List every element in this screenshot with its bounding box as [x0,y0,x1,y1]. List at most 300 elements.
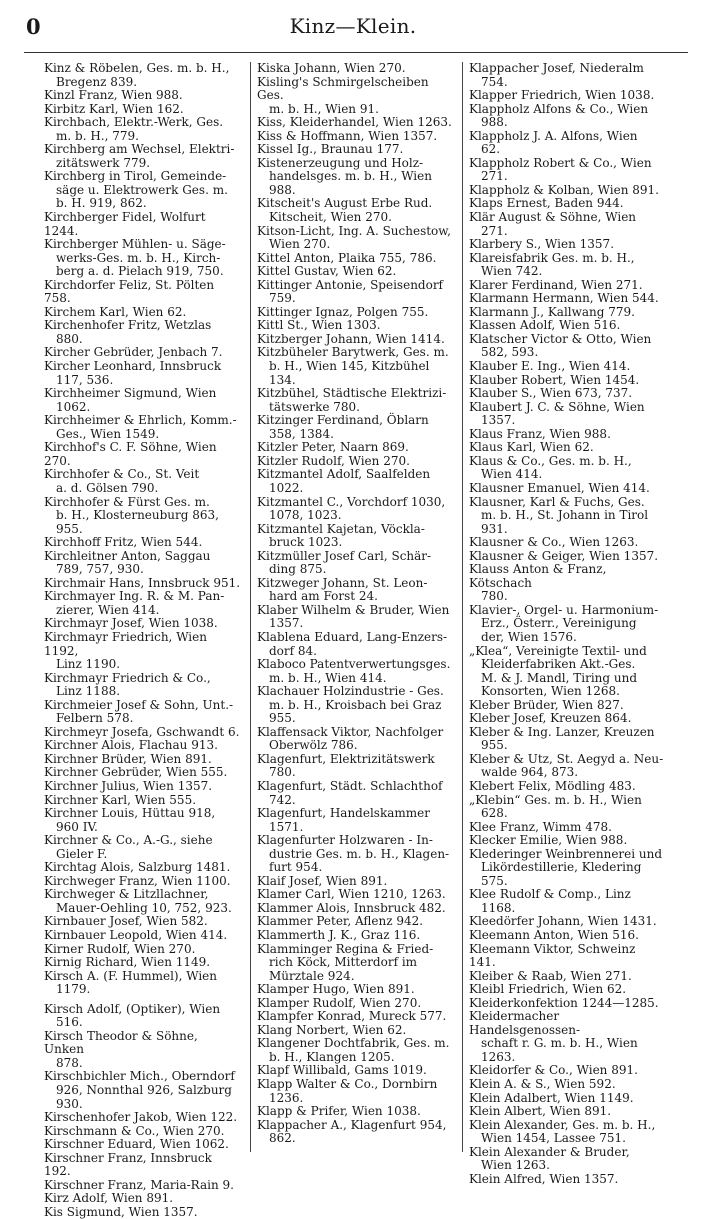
entry-line: Klausner & Geiger, Wien 1357. [469,548,659,563]
entry-line: Kinzl Franz, Wien 988. [44,88,183,103]
entry-continuation: 1078, 1023. [269,508,342,523]
entry-continuation: 930. [56,1096,83,1111]
directory-entry [44,726,241,740]
entry-continuation: schaft r. G. m. b. H., Wien [481,1036,638,1051]
entry-line: Kirschner Eduard, Wien 1062. [44,1137,229,1152]
directory-entry [44,699,241,726]
entry-line: Kirchmayr Friedrich, Wien 1192, [44,629,207,658]
entry-line: Kirchmayer Ing. R. & M. Pan- [44,589,225,604]
entry-line: Kirchner Alois, Flachau 913. [44,738,218,753]
entry-line: „Klebin“ Ges. m. b. H., Wien [469,792,642,807]
entry-continuation: Wien 742. [481,264,543,279]
entry-line: Kirchdorfer Feliz, St. Pölten 758. [44,277,215,306]
entry-line: Klaus Franz, Wien 988. [469,426,611,441]
directory-entry [257,1037,453,1064]
directory-entry [469,252,665,279]
directory-entry [44,888,241,915]
entry-line: Klammerth J. K., Graz 116. [257,928,421,942]
entry-continuation: 988. [481,115,508,130]
entry-continuation: 955. [56,521,83,536]
directory-column-2 [250,62,457,1152]
directory-entry [257,306,453,320]
entry-continuation: a. d. Gölsen 790. [56,480,159,495]
directory-entry [257,197,453,224]
directory-entry [469,1173,665,1187]
directory-entry [469,157,665,184]
entry-line: Kinz & Röbelen, Ges. m. b. H., [44,61,230,75]
entry-line: Kleidermacher Handelsgenossen- [469,1009,581,1037]
entry-continuation: b. H. 919, 862. [56,196,147,211]
entry-continuation: 575. [481,873,508,888]
directory-entry [44,631,241,672]
directory-entry [44,319,241,346]
entry-line: Klammer Alois, Innsbruck 482. [257,900,446,915]
entry-line: Klappholz & Kolban, Wien 891. [469,182,659,197]
directory-entry [469,306,665,320]
entry-line: Kitzweger Johann, St. Leon- [257,575,428,590]
entry-line: Kirchhof's C. F. Söhne, Wien 270. [44,440,217,468]
entry-line: Kleiber & Raab, Wien 271. [469,968,632,983]
entry-line: Kirsch A. (F. Hummel), Wien [44,968,218,983]
directory-entry [469,292,665,306]
entry-continuation: m. b. H., Wien 91. [269,101,379,116]
directory-entry [44,780,241,794]
entry-continuation: b. H., Klangen 1205. [269,1049,395,1064]
entry-line: Kirschbichler Mich., Oberndorf [44,1069,235,1084]
entry-line: Klarer Ferdinand, Wien 271. [469,277,643,292]
directory-entry [257,116,453,130]
directory-entry [44,1125,241,1139]
entry-continuation: Kitscheit, Wien 270. [269,210,392,225]
entry-continuation: Likördestillerie, Kledering [481,860,642,875]
entry-line: Klamper Rudolf, Wien 270. [257,995,422,1010]
directory-entry [469,943,665,970]
entry-continuation: ding 875. [269,562,327,577]
entry-line: Klein Alfred, Wien 1357. [469,1171,619,1186]
entry-continuation: 862. [269,1131,296,1146]
entry-line: Klaps Ernest, Baden 944. [469,196,624,211]
entry-continuation: Wien 414. [481,467,543,482]
directory-entry [257,550,453,577]
entry-line: Kirbitz Karl, Wien 162. [44,101,184,116]
entry-line: Klaubert J. C. & Söhne, Wien [469,399,645,414]
directory-entry [257,1078,453,1105]
entry-line: „Klea“, Vereinigte Textil- und [469,643,647,658]
directory-entry [257,1024,453,1038]
directory-entry [257,279,453,306]
entry-line: Klauber S., Wien 673, 737. [469,386,633,401]
directory-entry [44,753,241,767]
entry-line: Kirchberger Fidel, Wolfurt 1244. [44,210,206,238]
entry-line: Klapp Walter & Co., Dornbirn [257,1077,438,1092]
entry-line: Kirchtag Alois, Salzburg 1481. [44,860,231,875]
entry-continuation: m. b. H., Kroisbach bei Graz [269,697,442,712]
entry-continuation: 1179. [56,982,91,997]
directory-entry [469,794,665,821]
directory-entry [44,414,241,441]
entry-line: Kitzmantel C., Vorchdorf 1030, [257,494,446,509]
entry-continuation: dorf 84. [269,643,317,658]
entry-continuation: m. b. H., St. Johann in Tirol [481,508,649,523]
entry-line: Kirz Adolf, Wien 891. [44,1191,174,1206]
directory-columns [38,61,670,1219]
directory-entry [469,821,665,835]
directory-entry [469,360,665,374]
entry-continuation: Oberwölz 786. [269,738,358,753]
directory-entry [469,319,665,333]
directory-entry [44,387,241,414]
entry-line: Klausner, Karl & Fuchs, Ges. [469,494,645,509]
directory-entry [469,834,665,848]
entry-continuation: 780. [269,765,296,780]
entry-line: Kleber Brüder, Wien 827. [469,697,624,712]
directory-entry [257,902,453,916]
directory-entry [469,482,665,496]
directory-entry [44,1138,241,1152]
directory-entry [469,130,665,157]
entry-line: Kittel Gustav, Wien 62. [257,264,397,279]
entry-continuation: Kleiderfabriken Akt.-Ges. [481,657,636,672]
directory-entry [257,1064,453,1078]
entry-continuation: 955. [269,711,296,726]
entry-line: Kiss & Hoffmann, Wien 1357. [257,128,438,143]
directory-entry [257,780,453,807]
directory-entry [469,1092,665,1106]
entry-line: Klebert Felix, Mödling 483. [469,778,636,793]
directory-entry [257,631,453,658]
entry-line: Kirchmeier Josef & Sohn, Unt.- [44,697,234,712]
entry-line: Klederinger Weinbrennerei und [469,846,663,861]
entry-continuation: 759. [269,291,296,306]
directory-entry [469,753,665,780]
entry-line: Kleber & Utz, St. Aegyd a. Neu- [469,751,664,766]
entry-continuation: Wien 1263. [481,1158,550,1173]
entry-line: Klecker Emilie, Wien 988. [469,833,628,848]
entry-continuation: werks-Ges. m. b. H., Kirch- [56,250,221,265]
entry-line: Kirnig Richard, Wien 1149. [44,955,211,970]
entry-continuation: berg a. d. Pielach 919, 750. [56,264,224,279]
directory-entry [469,848,665,889]
entry-line: Kirchleitner Anton, Saggau [44,548,211,563]
entry-line: Klagenfurt, Elektrizitätswerk [257,751,435,766]
directory-entry [257,76,453,117]
directory-entry [44,807,241,834]
entry-line: Klatscher Victor & Otto, Wien [469,331,652,346]
entry-line: Kirchbach, Elektr.-Werk, Ges. [44,115,224,130]
directory-entry [44,306,241,320]
entry-line: Kirchenhofer Fritz, Wetzlas [44,318,212,333]
entry-continuation: bruck 1023. [269,535,343,550]
directory-entry [469,401,665,428]
entry-continuation: b. H., Klosterneuburg 863, [56,508,219,523]
directory-entry [44,915,241,929]
entry-continuation: dustrie Ges. m. b. H., Klagen- [269,846,450,861]
directory-entry [257,130,453,144]
entry-line: Kirschmann & Co., Wien 270. [44,1123,225,1138]
entry-line: Klassen Adolf, Wien 516. [469,318,621,333]
directory-entry [469,333,665,360]
entry-line: Klein Alexander, Ges. m. b. H., [469,1117,656,1132]
directory-entry [469,604,665,645]
directory-entry [469,929,665,943]
entry-continuation: m. b. H., 779. [56,128,139,143]
entry-continuation: 780. [481,589,508,604]
directory-entry [469,1119,665,1146]
directory-entry [44,279,241,306]
entry-line: Kittl St., Wien 1303. [257,318,381,333]
entry-continuation: hard am Forst 24. [269,589,378,604]
entry-line: Kitzmantel Kajetan, Vöckla- [257,521,425,536]
directory-entry [469,997,665,1011]
entry-line: Klagenfurter Holzwaren - In- [257,833,433,848]
entry-line: Klee Rudolf & Comp., Linz [469,887,631,902]
entry-line: Kleedörfer Johann, Wien 1431. [469,914,657,929]
entry-line: Klaboco Patentverwertungsges. [257,657,451,672]
directory-entry [44,1030,241,1071]
entry-line: Kirschner Franz, Innsbruck 192. [44,1150,212,1179]
entry-line: Kissel Ig., Braunau 177. [257,142,404,157]
directory-entry [257,441,453,455]
entry-continuation: walde 964, 873. [481,765,579,780]
entry-line: Klablena Eduard, Lang-Enzers- [257,629,448,644]
directory-entry [469,970,665,984]
entry-line: Klachauer Holzindustrie - Ges. [257,684,444,699]
entry-line: Kleber & Ing. Lanzer, Kreuzen [469,724,655,739]
header-rule [24,52,688,53]
directory-entry [44,617,241,631]
entry-line: Kis Sigmund, Wien 1357. [44,1204,198,1219]
entry-line: Klapper Friedrich, Wien 1038. [469,88,655,103]
directory-entry [469,699,665,713]
entry-continuation: b. H., Wien 145, Kitzbühel [269,359,430,374]
entry-line: Kitscheit's August Erbe Rud. [257,196,433,211]
directory-entry [44,794,241,808]
entry-line: Klampfer Konrad, Mureck 577. [257,1009,447,1024]
entry-continuation: säge u. Elektrowerk Ges. m. [56,182,228,197]
directory-entry [469,238,665,252]
directory-entry [44,103,241,117]
directory-entry [44,238,241,279]
entry-continuation: 878. [56,1055,83,1070]
directory-entry [44,496,241,537]
directory-entry [469,1078,665,1092]
directory-entry [257,888,453,902]
entry-line: Klein Albert, Wien 891. [469,1104,612,1119]
entry-continuation: m. b. H., Wien 414. [269,670,387,685]
directory-entry [44,441,241,468]
directory-entry [257,915,453,929]
entry-line: Kirchmeyr Josefa, Gschwandt 6. [44,724,240,739]
entry-continuation: 988. [269,182,296,197]
directory-entry [257,577,453,604]
entry-line: Kitzbüheler Barytwerk, Ges. m. [257,345,449,360]
entry-continuation: Ges., Wien 1549. [56,426,160,441]
directory-entry [44,1152,241,1179]
entry-line: Kirnbauer Leopold, Wien 414. [44,928,228,942]
entry-line: Kitson-Licht, Ing. A. Suchestow, [257,223,451,238]
directory-entry [257,468,453,495]
entry-line: Klein Alexander & Bruder, [469,1144,630,1159]
directory-entry [257,62,453,76]
entry-continuation: 1062. [56,399,91,414]
entry-continuation: Erz., Österr., Vereinigung [481,616,637,631]
entry-continuation: Bregenz 839. [56,74,138,89]
entry-line: Klein A. & S., Wien 592. [469,1077,616,1092]
directory-entry [469,103,665,130]
entry-line: Kircher Leonhard, Innsbruck [44,359,222,374]
entry-line: Kitzbühel, Städtische Elektrizi- [257,386,447,401]
entry-line: Klausner Emanuel, Wien 414. [469,480,650,495]
entry-line: Klauber E. Ing., Wien 414. [469,359,631,374]
entry-line: Kiska Johann, Wien 270. [257,61,406,75]
entry-line: Klagenfurt, Städt. Schlachthof [257,778,443,793]
entry-continuation: 62. [481,142,501,157]
directory-entry [44,1111,241,1125]
entry-line: Klappacher A., Klagenfurt 954, [257,1117,447,1132]
page-header [0,10,706,44]
directory-entry [257,997,453,1011]
entry-continuation: Linz 1188. [56,684,121,699]
directory-entry [469,915,665,929]
entry-line: Klagenfurt, Handelskammer [257,806,430,821]
entry-line: Kleber Josef, Kreuzen 864. [469,711,632,726]
entry-line: Kirchheimer Sigmund, Wien [44,386,217,401]
directory-entry [44,143,241,170]
entry-continuation: Felbern 578. [56,711,134,726]
directory-entry [257,726,453,753]
entry-continuation: M. & J. Mandl, Tiring und [481,670,638,685]
entry-continuation: 1236. [269,1090,304,1105]
entry-line: Kittinger Antonie, Speisendorf [257,277,443,292]
directory-entry [469,983,665,997]
directory-entry [469,496,665,537]
directory-entry [44,346,241,360]
entry-continuation: 931. [481,521,508,536]
directory-entry [469,888,665,915]
directory-entry [257,496,453,523]
directory-entry [257,1119,453,1146]
entry-line: Kirchhofer & Co., St. Veit [44,467,200,482]
directory-entry [257,387,453,414]
entry-continuation: 134. [269,372,296,387]
entry-line: Kleemann Viktor, Schweinz 141. [469,941,636,970]
directory-entry [44,211,241,238]
entry-line: Kisling's Schmirgelscheiben Ges. [257,74,429,103]
entry-line: Klamminger Regina & Fried- [257,941,434,956]
entry-continuation: 754. [481,74,508,89]
directory-entry [469,211,665,238]
entry-line: Kirchberger Mühlen- u. Säge- [44,237,226,252]
directory-entry [469,563,665,604]
entry-continuation: Mauer-Oehling 10, 752, 923. [56,900,232,915]
entry-continuation: 117, 536. [56,372,114,387]
directory-entry [469,536,665,550]
entry-line: Klangener Dochtfabrik, Ges. m. [257,1036,450,1051]
directory-entry [44,739,241,753]
directory-entry [469,1064,665,1078]
directory-entry [469,645,665,699]
entry-line: Kitzler Rudolf, Wien 270. [257,453,410,468]
directory-entry [257,834,453,875]
entry-continuation: zierer, Wien 414. [56,602,160,617]
directory-entry [469,550,665,564]
directory-entry [257,1105,453,1119]
directory-entry [44,929,241,943]
directory-entry [257,807,453,834]
directory-entry [257,875,453,889]
directory-entry [469,62,665,89]
entry-continuation: 789, 757, 930. [56,562,144,577]
entry-continuation: 582, 593. [481,345,539,360]
entry-line: Klarbery S., Wien 1357. [469,237,615,252]
entry-line: Klaffensack Viktor, Nachfolger [257,724,444,739]
directory-entry [44,672,241,699]
directory-entry [257,414,453,441]
entry-line: Klee Franz, Wimm 478. [469,819,612,834]
directory-entry [44,360,241,387]
directory-entry [469,1146,665,1173]
directory-entry [469,428,665,442]
entry-line: Kircher Gebrüder, Jenbach 7. [44,345,223,360]
entry-line: Kirchberg in Tirol, Gemeinde- [44,169,227,184]
entry-continuation: Wien 270. [269,237,331,252]
directory-column-1 [38,61,245,1219]
entry-continuation: 926, Nonnthal 926, Salzburg [56,1083,232,1098]
entry-line: Kirnbauer Josef, Wien 582. [44,914,208,929]
entry-line: Klauss Anton & Franz, Kötschach [469,562,607,590]
directory-entry [257,929,453,943]
entry-line: Kitzmüller Josef Carl, Schär- [257,548,432,563]
directory-entry [257,265,453,279]
entry-continuation: 1168. [481,900,516,915]
entry-continuation: 1571. [269,819,304,834]
directory-entry [257,753,453,780]
directory-entry [44,1003,241,1030]
directory-entry [44,875,241,889]
entry-continuation: Linz 1190. [56,657,121,672]
directory-entry [469,1010,665,1064]
directory-entry [44,970,241,997]
directory-entry [257,455,453,469]
entry-line: Kirchweger Franz, Wien 1100. [44,873,231,888]
running-title: Kinz—Klein. [289,14,417,38]
entry-continuation: Konsorten, Wien 1268. [481,684,620,699]
directory-entry [44,577,241,591]
entry-line: Kirchem Karl, Wien 62. [44,304,187,319]
directory-entry [257,333,453,347]
directory-entry [469,780,665,794]
entry-line: Kirchhoff Fritz, Wien 544. [44,535,203,550]
directory-entry [469,387,665,401]
directory-entry [257,523,453,550]
directory-entry [44,62,241,89]
directory-entry [469,197,665,211]
entry-continuation: furt 954. [269,860,323,875]
entry-line: Klareisfabrik Ges. m. b. H., [469,250,635,265]
directory-entry [44,1192,241,1206]
entry-line: Kirchner Karl, Wien 555. [44,792,197,807]
directory-entry [44,536,241,550]
entry-line: Kiss, Kleiderhandel, Wien 1263. [257,115,452,130]
directory-entry [469,726,665,753]
entry-continuation: zitätswerk 779. [56,155,151,170]
entry-line: Kittinger Ignaz, Polgen 755. [257,304,429,319]
entry-line: Klauber Robert, Wien 1454. [469,372,640,387]
entry-line: Kirchner Louis, Hüttau 918, [44,806,216,821]
directory-entry [257,143,453,157]
entry-line: Kirsch Adolf, (Optiker), Wien [44,1001,221,1016]
entry-line: Klaus & Co., Ges. m. b. H., [469,453,632,468]
